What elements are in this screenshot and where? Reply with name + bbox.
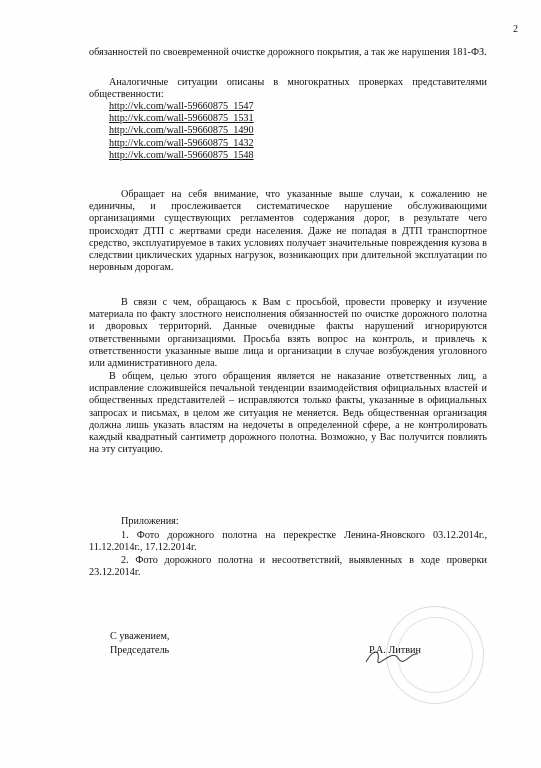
page-number: 2 [513, 24, 518, 35]
similar-cases-paragraph: Аналогичные ситуации описаны в многократных проверках представителями общественности: [89, 77, 487, 101]
list-item-link[interactable]: http://vk.com/wall-59660875_1490 [109, 125, 254, 137]
signatory-name: Р.А. Литвин [369, 645, 421, 656]
attachment-item-1: 1. Фото дорожного полотна на перекрестке Ленина-Яновского 03.12.2014г., 11.12.2014г., 17.12.2014г. [89, 530, 487, 554]
link-list [109, 101, 254, 162]
list-item-link[interactable]: http://vk.com/wall-59660875_1531 [109, 113, 254, 125]
closing-position: Председатель [110, 645, 170, 656]
purpose-paragraph: В общем, целью этого обращения является не наказание ответственных лиц, а исправление сложившейся печальной тенденции взаимодействия официальных властей и общественных представителей – исправляются только факты, указанные в официальных запросах и письмах, в целом же ситуация не меняется. Ведь общественная организация должна лишь указать властям на недочеты в определенной сфере, а не контролировать каждый квадратный сантиметр дорожного полотна. Возможно, у Вас получится повлиять на эту ситуацию. [89, 371, 487, 456]
list-item-link[interactable]: http://vk.com/wall-59660875_1547 [109, 101, 254, 112]
list-item-link[interactable]: http://vk.com/wall-59660875_1432 [109, 137, 254, 149]
request-paragraph: В связи с чем, обращаюсь к Вам с просьбой, провести проверку и изучение материала по факту злостного неисполнения обязанностей по очистке дорожного полотна и дворовых территорий. Данные очевидные факты нарушений игнорируются ответственными организациями. Просьба взять вопрос на контроль, и привлечь к ответственности указанные выше лица и организации в случае возбуждения уголовного или административного дела. [89, 297, 487, 370]
intro-paragraph: обязанностей по своевременной очистке дорожного покрытия, а так же нарушения 181-ФЗ. [89, 47, 487, 58]
list-item-link[interactable]: http://vk.com/wall-59660875_1548 [109, 149, 254, 161]
attention-paragraph: Обращает на себя внимание, что указанные выше случаи, к сожалению не единичны, и прослеживается систематическое нарушение обслуживающими организациями существующих регламентов содержания дорог, в результате чего происходят ДТП с жертвами среди населения. Даже не попадая в ДТП транспортное средство, эксплуатируемое в таких условиях получает значительные повреждения кузова в следствии циклических ударных нагрузок, возникающих при длительной эксплуатации по неровным дорогам. [89, 189, 487, 274]
attachment-item-2: 2. Фото дорожного полотна и несоответствий, выявленных в ходе проверки 23.12.2014г. [89, 555, 487, 579]
attachments-heading: Приложения: [121, 516, 179, 527]
closing-regards: С уважением, [110, 631, 170, 642]
